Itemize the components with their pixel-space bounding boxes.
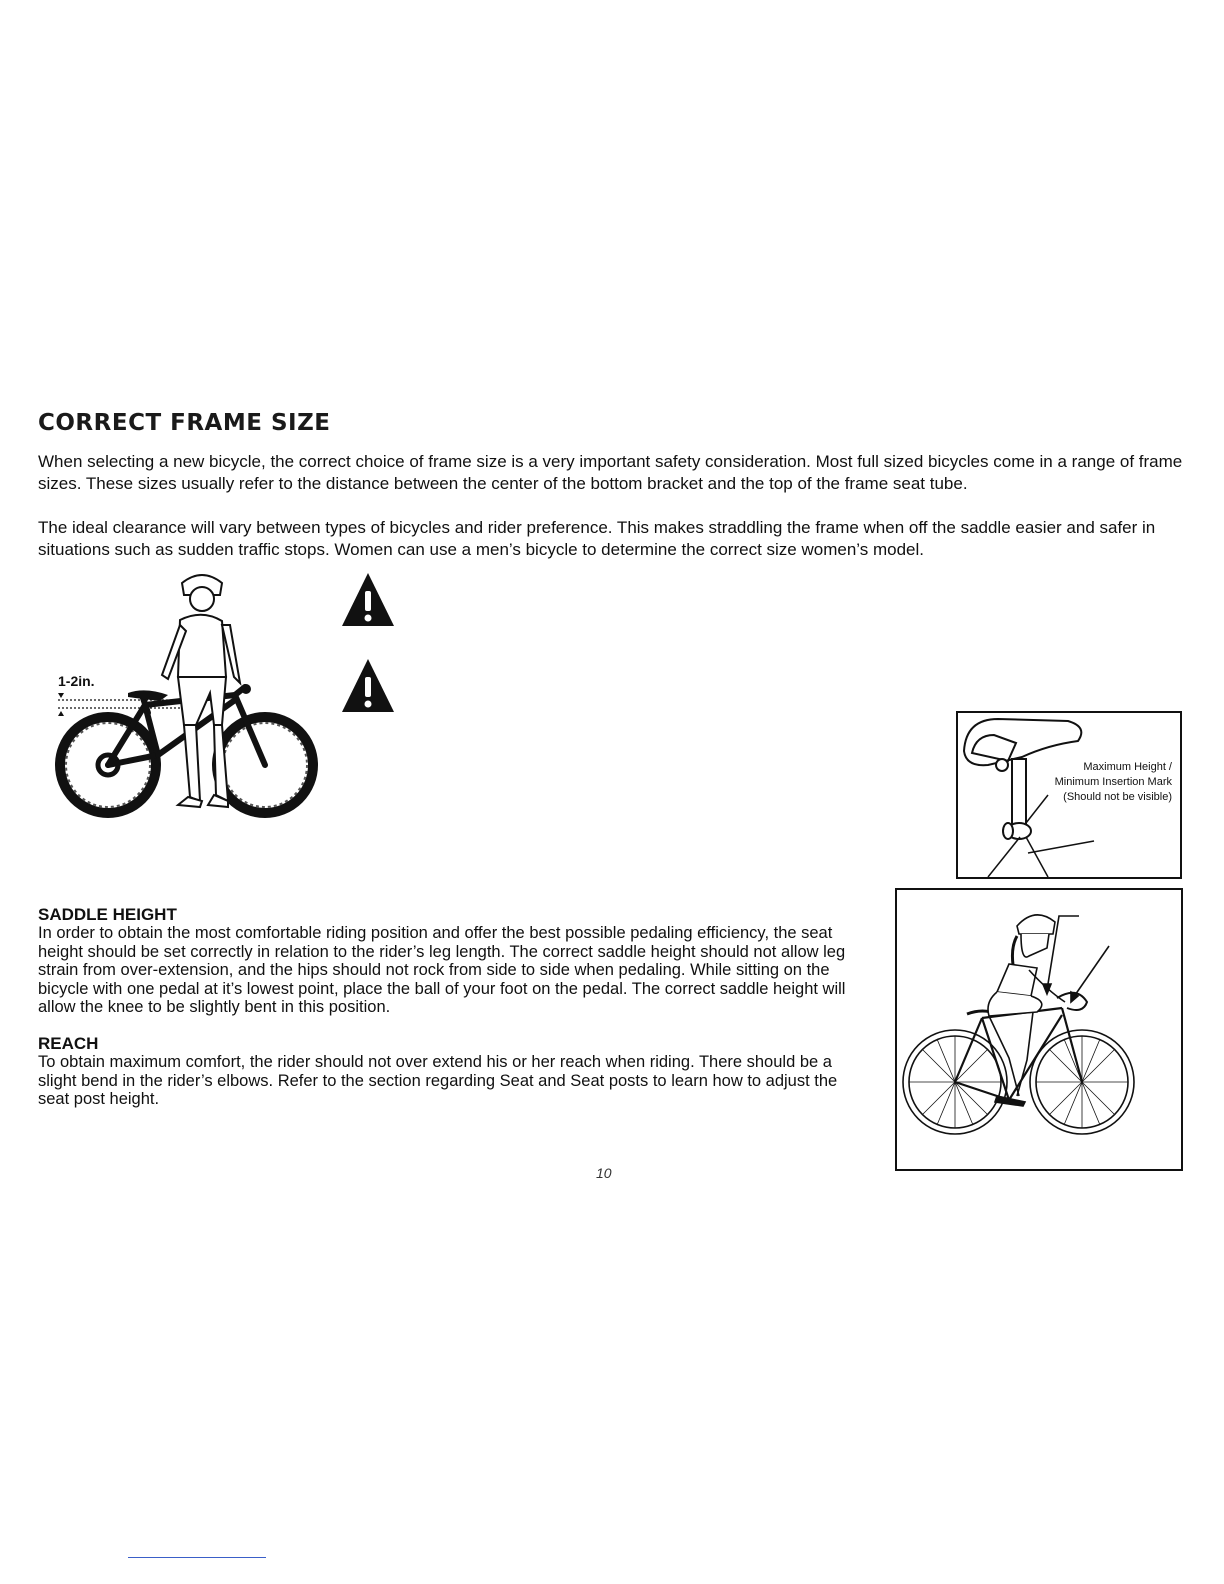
intro-paragraph-2: The ideal clearance will vary between types of bicycles and rider preference. This makes straddling the frame when off the saddle easier and safer in situations such as sudden traffic stops. Women can use a men’s bicycle to determine the correct size women’s model. — [38, 518, 1156, 559]
warning-icon — [340, 571, 396, 627]
rider-illustration — [897, 890, 1181, 1169]
standover-illustration — [50, 565, 325, 825]
page-number: 10 — [596, 1165, 612, 1181]
rider-figure — [895, 888, 1183, 1171]
reach-heading: REACH — [38, 1034, 99, 1053]
intro-paragraph-1: When selecting a new bicycle, the correct choice of frame size is a very important safety consideration. Most full sized bicycles come in a range of frame sizes. These sizes usually refer to the distance between the center of the bottom bracket and the top of the frame seat tube. — [38, 452, 1183, 493]
saddle-height-text: In order to obtain the most comfortable riding position and offer the best possible pedaling efficiency, the seat height should be set correctly in relation to the rider’s leg length. The correct saddle height should not allow leg strain from over-extension, and the hips should not rock from side to side when pedaling. While sitting on the bicycle with one pedal at it’s lowest point, place the ball of your foot on the pedal. The correct saddle height will allow the knee to be slightly bent in this position. — [38, 924, 846, 1016]
saddle-height-heading: SADDLE HEIGHT — [38, 905, 177, 924]
seatpost-figure — [956, 711, 1182, 879]
page-title: CORRECT FRAME SIZE — [38, 410, 331, 436]
footer-divider — [128, 1557, 266, 1558]
clearance-label: 1-2in. — [58, 673, 95, 689]
seatpost-callout-line2: Minimum Insertion Mark — [1054, 776, 1172, 788]
warning-icon — [340, 657, 396, 713]
seatpost-callout-line3: (Should not be visible) — [1063, 791, 1172, 803]
reach-text: To obtain maximum comfort, the rider should not over extend his or her reach when riding. There should be a slight bend in the rider’s elbows. Refer to the section regarding Seat and Seat posts to learn how to adjust the seat post height. — [38, 1053, 838, 1108]
seatpost-callout-line1: Maximum Height / — [1083, 761, 1172, 773]
